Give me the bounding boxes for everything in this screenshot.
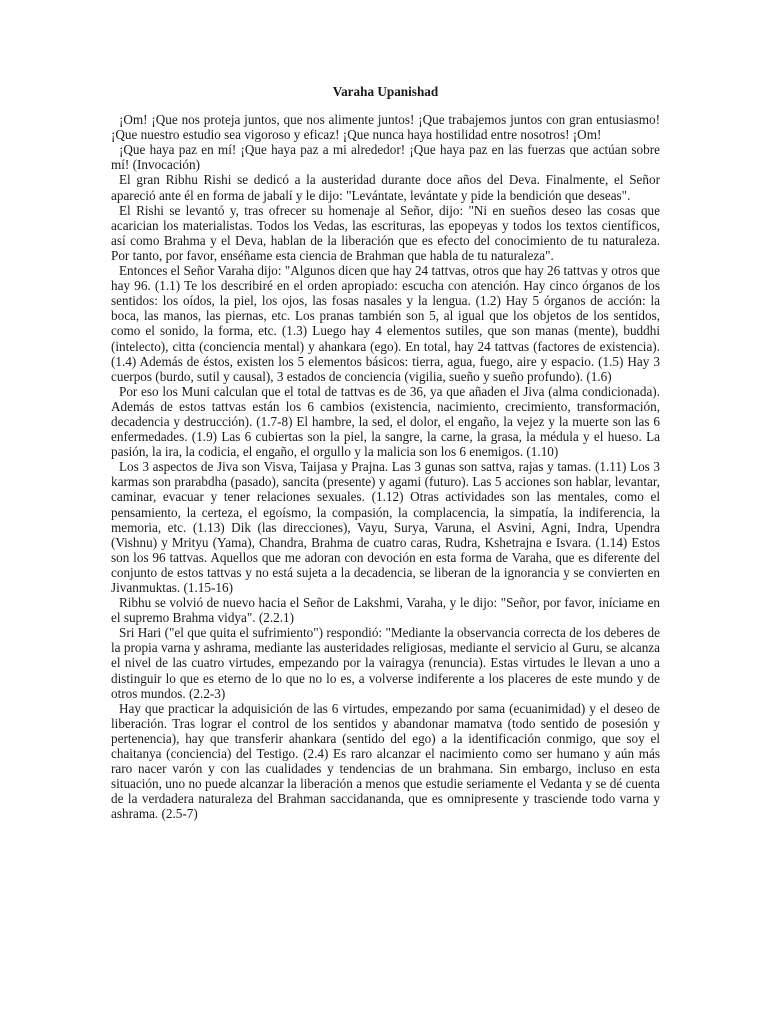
paragraph-brahma-vidya: Ribhu se volvió de nuevo hacia el Señor de Lakshmi, Varaha, y le dijo: "Señor, por favor, iníciame en el supremo Brahma vidya". (2.2.1) [111,595,660,626]
paragraph-rishi-request: El Rishi se levantó y, tras ofrecer su homenaje al Señor, dijo: "Ni en sueños deseo las cosas que acarician los materialistas. Todos los Vedas, las escrituras, las epopeyas y todos los textos científicos, así como Brahma y el Deva, hablan de la liberación que es efecto del conocimiento de tu naturaleza. Por tanto, por favor, enséñame esta ciencia de Brahman que habla de tu naturaleza". [111,202,660,263]
paragraph-ribhu-austerity: El gran Ribhu Rishi se dedicó a la austeridad durante doce años del Deva. Finalmente, el Señor apareció ante él en forma de jabalí y le dijo: "Levántate, levántate y pide la bendición que deseas". [111,172,660,203]
paragraph-tattvas: Entonces el Señor Varaha dijo: "Algunos dicen que hay 24 tattvas, otros que hay 26 tattvas y otros que hay 96. (1.1) Te los describiré en el orden apropiado: escucha con atención. Hay cinco órganos de los sentidos: los oídos, la piel, los ojos, las fosas nasales y la lengua. (1.2) Hay 5 órganos de acción: la boca, las manos, las piernas, etc. Los pranas también son 5, al igual que los objetos de los sentidos, como el sonido, la forma, etc. (1.3) Luego hay 4 elementos sutiles, que son manas (mente), buddhi (intelecto), citta (conciencia mental) y ahankara (ego). En total, hay 24 tattvas (factores de existencia). (1.4) Además de éstos, existen los 5 elementos básicos: tierra, agua, fuego, aire y espacio. (1.5) Hay 3 cuerpos (burdo, sutil y causal), 3 estados de conciencia (vigilia, sueño y sueño profundo). (1.6) [111,263,660,384]
document-page [111,84,660,822]
paragraph-six-virtues: Hay que practicar la adquisición de las 6 virtudes, empezando por sama (ecuanimidad) y el deseo de liberación. Tras lograr el control de los sentidos y abandonar mamatva (todo sentido de posesión y pertenencia), hay que transferir ahankara (sentido del ego) a la identificación conmigo, que soy el chaitanya (conciencia) del Testigo. (2.4) Es raro alcanzar el nacimiento como ser humano y aún más raro nacer varón y con las cualidades y tendencias de un brahmana. Sin embargo, incluso en esta situación, uno no puede alcanzar la liberación a menos que estudie seriamente el Vedanta y se dé cuenta de la verdadera naturaleza del Brahman saccidananda, que es omnipresente y trasciende todo varna y ashrama. (2.5-7) [111,700,660,822]
paragraph-invocation-2: ¡Que haya paz en mí! ¡Que haya paz a mi alrededor! ¡Que haya paz en las fuerzas que actúan sobre mí! (Invocación) [111,142,660,173]
paragraph-muni-count: Por eso los Muni calculan que el total de tattvas es de 36, ya que añaden el Jiva (alma condicionada). Además de estos tattvas están los 6 cambios (existencia, nacimiento, crecimiento, transformación, decadencia y destrucción). (1.7-8) El hambre, la sed, el dolor, el engaño, la vejez y la muerte son las 6 enfermedades. (1.9) Las 6 cubiertas son la piel, la sangre, la carne, la grasa, la médula y el hueso. La pasión, la ira, la codicia, el engaño, el orgullo y la malicia son los 6 enemigos. (1.10) [111,383,660,460]
paragraph-invocation-1: ¡Om! ¡Que nos proteja juntos, que nos alimente juntos! ¡Que trabajemos juntos con gran entusiasmo! ¡Que nuestro estudio sea vigoroso y eficaz! ¡Que nunca haya hostilidad entre nosotros! ¡Om! [111,112,660,143]
paragraph-jiva-aspects: Los 3 aspectos de Jiva son Visva, Taijasa y Prajna. Las 3 gunas son sattva, rajas y tamas. (1.11) Los 3 karmas son prarabdha (pasado), sancita (presente) y agami (futuro). Las 5 acciones son hablar, levantar, caminar, evacuar y tener relaciones sexuales. (1.12) Otras actividades son las mentales, como el pensamiento, la certeza, el egoísmo, la compasión, la complacencia, la simpatía, la indiferencia, la memoria, etc. (1.13) Dik (las direcciones), Vayu, Surya, Varuna, el Asvini, Agni, Indra, Upendra (Vishnu) y Mrityu (Yama), Chandra, Brahma de cuatro caras, Rudra, Kshetrajna e Isvara. (1.14) Estos son los 96 tattvas. Aquellos que me adoran con devoción en esta forma de Varaha, que es diferente del conjunto de estos tattvas y no está sujeta a la decadencia, se liberan de la ignorancia y se convierten en Jivanmuktas. (1.15-16) [111,459,660,595]
paragraph-sri-hari: Sri Hari ("el que quita el sufrimiento") respondió: "Mediante la observancia correcta de los deberes de la propia varna y ashrama, mediante las austeridades religiosas, mediante el servicio al Guru, se alcanza el nivel de las cuatro virtudes, empezando por la vairagya (renuncia). Estas virtudes le llevan a uno a distinguir lo que es eterno de lo que no lo es, a volverse indiferente a los placeres de este mundo y de otros mundos. (2.2-3) [111,625,660,701]
document-title: Varaha Upanishad [332,84,439,99]
